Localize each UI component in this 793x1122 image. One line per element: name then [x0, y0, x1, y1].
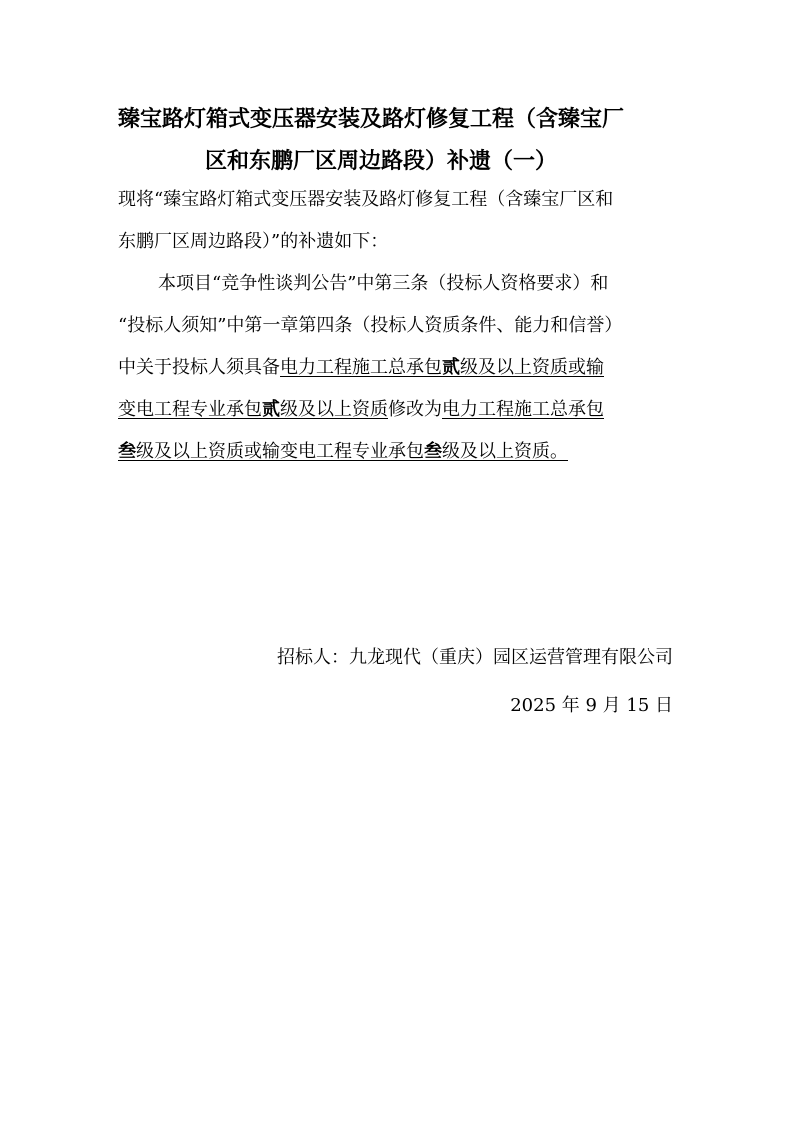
body-line-3 — [118, 352, 604, 384]
body-line-5 — [118, 436, 568, 468]
body-line-3-text: 中关于投标人须具备 — [118, 357, 280, 378]
body-line-4 — [118, 394, 604, 426]
body-line-2: “投标人须知”中第一章第四条（投标人资质条件、能力和信誉） — [118, 315, 623, 336]
document-title-line-2: 区和东鹏厂区周边路段）补遗（一） — [205, 149, 558, 174]
intro-line-1: 现将“臻宝路灯箱式变压器安装及路灯修复工程（含臻宝厂区和 — [118, 189, 614, 210]
document-title-line-1: 臻宝路灯箱式变压器安装及路灯修复工程（含臻宝厂 — [118, 107, 625, 132]
grade-three-emphasis: 叁 — [424, 441, 442, 462]
qualification-original-1 — [280, 357, 604, 378]
qualification-text: 电力工程施工总承包 — [280, 357, 442, 378]
modify-to-text: 修改为 — [388, 399, 442, 420]
qualification-text: 变电工程专业承包 — [118, 399, 262, 420]
qualification-text: 级及以上资质或输变电工程专业承包 — [136, 441, 424, 462]
qualification-new-2 — [118, 441, 568, 462]
issue-date: 2025 年 9 月 15 日 — [510, 695, 673, 716]
qualification-text: 级及以上资质 — [280, 399, 388, 420]
intro-line-2: 东鹏厂区周边路段）”的补遗如下： — [118, 231, 389, 252]
grade-two-emphasis: 贰 — [442, 357, 460, 378]
qualification-text: 级及以上资质或输 — [460, 357, 604, 378]
grade-three-emphasis: 叁 — [118, 441, 136, 462]
qualification-text: 级及以上资质。 — [442, 441, 568, 462]
body-line-1: 本项目“竞争性谈判公告”中第三条（投标人资格要求）和 — [158, 273, 609, 294]
qualification-new-1: 电力工程施工总承包 — [442, 399, 604, 420]
grade-two-emphasis: 贰 — [262, 399, 280, 420]
qualification-original-2 — [118, 399, 388, 420]
issuer-signature: 招标人：九龙现代（重庆）园区运营管理有限公司 — [277, 647, 673, 668]
